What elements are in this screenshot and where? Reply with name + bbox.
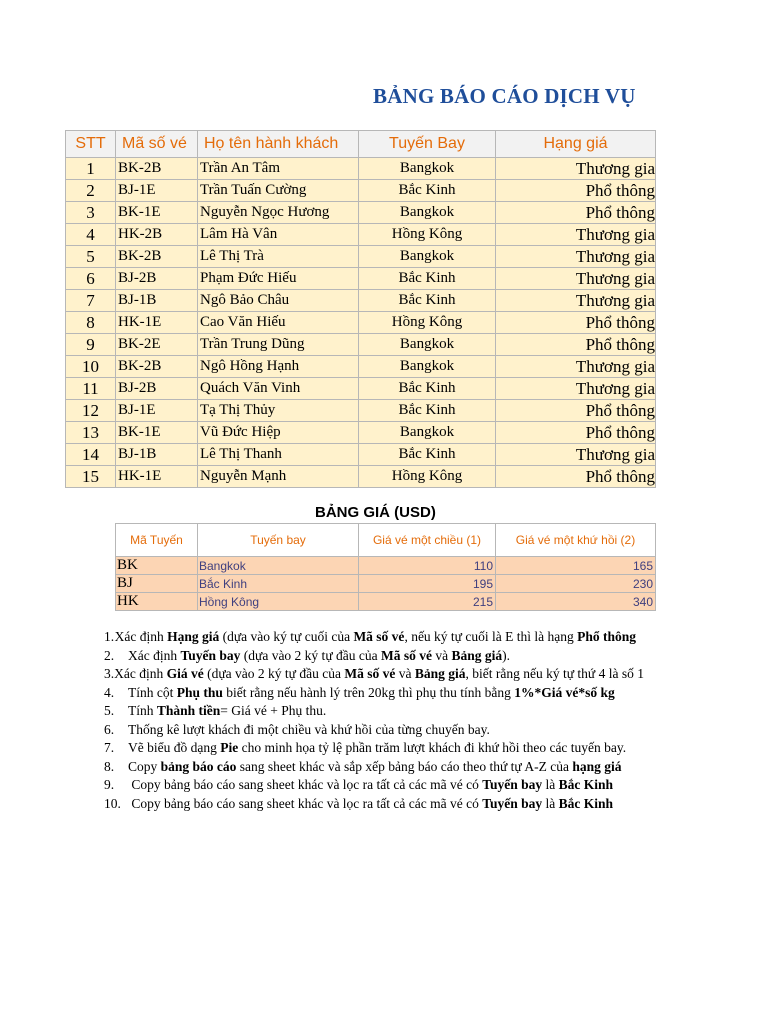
price-header-row <box>116 524 656 557</box>
cell-ticket-code[interactable]: BK-2B <box>116 356 198 378</box>
cell-fare-class[interactable]: Thương gia <box>496 378 656 400</box>
report-header-row <box>66 131 656 158</box>
price-header-route[interactable]: Tuyến bay <box>198 524 359 557</box>
table-row <box>66 224 656 246</box>
text-segment: và <box>395 666 415 681</box>
cell-fare-class[interactable]: Phổ thông <box>496 334 656 356</box>
text-segment: và <box>431 647 452 663</box>
list-item-text <box>128 739 626 758</box>
list-item-number: 6. <box>104 721 115 737</box>
bold-text: Pie <box>220 740 239 755</box>
report-table-body <box>66 158 656 488</box>
list-item-text <box>128 758 621 777</box>
cell-route-name[interactable]: Hồng Kông <box>198 593 359 611</box>
list-item-text <box>115 628 636 647</box>
table-row <box>66 158 656 180</box>
header-fare-class[interactable]: Hạng giá <box>496 131 656 158</box>
cell-fare-class[interactable]: Thương gia <box>496 356 656 378</box>
bold-text: Bảng giá <box>451 647 503 663</box>
cell-fare-class[interactable]: Phổ thông <box>496 202 656 224</box>
cell-route[interactable]: Bangkok <box>359 202 496 224</box>
cell-passenger-name[interactable]: Ngô Hồng Hạnh <box>198 356 359 378</box>
table-row <box>66 290 656 312</box>
cell-fare-class[interactable]: Phổ thông <box>496 466 656 488</box>
cell-route-name[interactable]: Bangkok <box>198 557 359 575</box>
cell-route[interactable]: Bắc Kinh <box>359 290 496 312</box>
text-segment: Xác định <box>114 666 167 681</box>
cell-fare-class[interactable]: Phổ thông <box>496 180 656 202</box>
cell-ticket-code[interactable]: HK-1E <box>116 312 198 334</box>
table-row <box>66 444 656 466</box>
cell-passenger-name[interactable]: Vũ Đức Hiệp <box>198 422 359 444</box>
cell-stt[interactable]: 14 <box>66 444 116 466</box>
list-item <box>104 739 636 758</box>
list-item <box>104 776 636 795</box>
cell-passenger-name[interactable]: Lê Thị Trà <box>198 246 359 268</box>
text-segment: (dựa vào 2 ký tự đầu của <box>203 666 345 681</box>
list-item <box>104 647 636 666</box>
cell-ticket-code[interactable]: BK-1E <box>116 202 198 224</box>
text-segment: Xác định <box>114 629 168 644</box>
cell-route[interactable]: Hồng Kông <box>359 224 496 246</box>
bold-text: Phổ thông <box>577 629 636 644</box>
table-row <box>116 557 656 575</box>
cell-route[interactable]: Bắc Kinh <box>359 444 496 466</box>
cell-fare-class[interactable]: Thương gia <box>496 158 656 180</box>
bold-text: bảng báo cáo <box>160 758 237 774</box>
table-row <box>66 268 656 290</box>
text-segment: Thống kê lượt khách đi một chiều và khứ hồi của từng chuyến bay. <box>128 721 490 737</box>
bold-text: Bắc Kinh <box>558 777 614 792</box>
table-row <box>66 312 656 334</box>
text-segment: là <box>542 777 559 792</box>
bold-text: Bắc Kinh <box>558 795 614 811</box>
bold-text: Phụ thu <box>176 684 223 700</box>
cell-route-code[interactable]: BK <box>116 557 198 575</box>
list-item <box>104 795 636 814</box>
table-row <box>116 593 656 611</box>
cell-route[interactable]: Bangkok <box>359 356 496 378</box>
cell-round-trip-price[interactable]: 230 <box>496 575 656 593</box>
text-segment: = Giá vé + Phụ thu. <box>220 703 327 718</box>
list-item <box>104 702 636 721</box>
cell-stt[interactable]: 3 <box>66 202 116 224</box>
table-row <box>116 575 656 593</box>
cell-passenger-name[interactable]: Phạm Đức Hiếu <box>198 268 359 290</box>
cell-route-code[interactable]: HK <box>116 593 198 611</box>
cell-fare-class[interactable]: Thương gia <box>496 268 656 290</box>
cell-stt[interactable]: 2 <box>66 180 116 202</box>
bold-text: Mã số vé <box>380 647 432 663</box>
text-segment: Tính <box>128 703 157 718</box>
report-table <box>65 130 656 488</box>
cell-stt[interactable]: 15 <box>66 466 116 488</box>
cell-stt[interactable]: 8 <box>66 312 116 334</box>
cell-one-way-price[interactable]: 195 <box>359 575 496 593</box>
text-segment: (dựa vào 2 ký tự đầu của <box>240 647 381 663</box>
list-item-number: 7. <box>104 740 115 755</box>
list-item-number: 4. <box>104 684 115 700</box>
list-item-text <box>128 795 613 814</box>
header-stt[interactable]: STT <box>66 131 116 158</box>
cell-route[interactable]: Bắc Kinh <box>359 268 496 290</box>
cell-fare-class[interactable]: Thương gia <box>496 290 656 312</box>
cell-passenger-name[interactable]: Trần An Tâm <box>198 158 359 180</box>
cell-stt[interactable]: 1 <box>66 158 116 180</box>
text-segment: ). <box>502 647 510 663</box>
text-segment: sang sheet khác và sắp xếp bảng báo cáo theo thứ tự A-Z của <box>236 758 573 774</box>
cell-route[interactable]: Hồng Kông <box>359 312 496 334</box>
table-row <box>66 356 656 378</box>
header-passenger-name[interactable]: Họ tên hành khách <box>198 131 359 158</box>
cell-ticket-code[interactable]: HK-1E <box>116 466 198 488</box>
table-row <box>66 378 656 400</box>
cell-ticket-code[interactable]: BJ-2B <box>116 378 198 400</box>
text-segment: là <box>542 795 559 811</box>
cell-passenger-name[interactable]: Lâm Hà Vân <box>198 224 359 246</box>
task-list <box>104 628 644 813</box>
list-item-text <box>128 776 613 795</box>
cell-ticket-code[interactable]: BJ-2B <box>116 268 198 290</box>
cell-ticket-code[interactable]: BK-1E <box>116 422 198 444</box>
text-segment: Xác định <box>128 647 181 663</box>
list-item-number: 1. <box>104 629 115 644</box>
cell-one-way-price[interactable]: 110 <box>359 557 496 575</box>
cell-stt[interactable]: 7 <box>66 290 116 312</box>
bold-text: 1%*Giá vé*số kg <box>514 684 615 700</box>
text-segment: cho minh họa tỷ lệ phần trăm lượt khách đi khứ hồi theo các tuyến bay. <box>238 740 627 755</box>
bold-text: Tuyến bay <box>482 795 543 811</box>
bold-text: Mã số vé <box>344 666 396 681</box>
list-item-text <box>128 721 490 740</box>
cell-passenger-name[interactable]: Ngô Bảo Châu <box>198 290 359 312</box>
table-row <box>66 422 656 444</box>
cell-route[interactable]: Bắc Kinh <box>359 378 496 400</box>
cell-fare-class[interactable]: Phổ thông <box>496 422 656 444</box>
cell-stt[interactable]: 10 <box>66 356 116 378</box>
cell-fare-class[interactable]: Thương gia <box>496 444 656 466</box>
list-item-number: 10. <box>104 795 121 811</box>
bold-text: Tuyến bay <box>180 647 241 663</box>
cell-ticket-code[interactable]: HK-2B <box>116 224 198 246</box>
header-route[interactable]: Tuyến Bay <box>359 131 496 158</box>
cell-passenger-name[interactable]: Lê Thị Thanh <box>198 444 359 466</box>
cell-route[interactable]: Bangkok <box>359 158 496 180</box>
cell-stt[interactable]: 13 <box>66 422 116 444</box>
price-table-title: BẢNG GIÁ (USD) <box>315 504 436 521</box>
cell-ticket-code[interactable]: BJ-1B <box>116 444 198 466</box>
bold-text: hạng giá <box>572 758 622 774</box>
list-item-number: 2. <box>104 647 115 663</box>
list-item-number: 3. <box>104 666 115 681</box>
cell-stt[interactable]: 4 <box>66 224 116 246</box>
cell-route[interactable]: Bangkok <box>359 246 496 268</box>
text-segment: , nếu ký tự cuối là E thì là hạng <box>404 629 578 644</box>
cell-stt[interactable]: 6 <box>66 268 116 290</box>
list-item-text <box>128 684 615 703</box>
list-item-number: 5. <box>104 703 115 718</box>
text-segment: , biết rằng nếu ký tự thứ 4 là số 1 <box>465 666 644 681</box>
table-row <box>66 466 656 488</box>
bold-text: Bảng giá <box>414 666 466 681</box>
cell-passenger-name[interactable]: Nguyễn Mạnh <box>198 466 359 488</box>
bold-text: Tuyến bay <box>482 777 543 792</box>
bold-text: Giá vé <box>166 666 204 681</box>
cell-route[interactable]: Bangkok <box>359 334 496 356</box>
list-item <box>104 628 636 647</box>
cell-fare-class[interactable]: Phổ thông <box>496 312 656 334</box>
list-item <box>104 684 636 703</box>
cell-stt[interactable]: 5 <box>66 246 116 268</box>
list-item <box>104 758 636 777</box>
cell-round-trip-price[interactable]: 165 <box>496 557 656 575</box>
table-row <box>66 202 656 224</box>
cell-passenger-name[interactable]: Trần Tuấn Cường <box>198 180 359 202</box>
text-segment: Vẽ biểu đồ dạng <box>128 740 221 755</box>
cell-ticket-code[interactable]: BJ-1B <box>116 290 198 312</box>
cell-ticket-code[interactable]: BJ-1E <box>116 400 198 422</box>
cell-round-trip-price[interactable]: 340 <box>496 593 656 611</box>
text-segment: (dựa vào ký tự cuối của <box>219 629 354 644</box>
table-row <box>66 180 656 202</box>
cell-ticket-code[interactable]: BK-2B <box>116 246 198 268</box>
text-segment: Tính cột <box>128 684 177 700</box>
table-row <box>66 334 656 356</box>
header-ticket-code[interactable]: Mã số vé <box>116 131 198 158</box>
cell-route[interactable]: Hồng Kông <box>359 466 496 488</box>
price-header-one-way[interactable]: Giá vé một chiều (1) <box>359 524 496 557</box>
cell-route[interactable]: Bangkok <box>359 422 496 444</box>
bold-text: Thành tiền <box>156 703 221 718</box>
cell-ticket-code[interactable]: BK-2E <box>116 334 198 356</box>
table-row <box>66 246 656 268</box>
cell-route-code[interactable]: BJ <box>116 575 198 593</box>
cell-passenger-name[interactable]: Nguyễn Ngọc Hương <box>198 202 359 224</box>
cell-stt[interactable]: 12 <box>66 400 116 422</box>
cell-stt[interactable]: 9 <box>66 334 116 356</box>
list-item-number: 9. <box>104 777 115 792</box>
cell-one-way-price[interactable]: 215 <box>359 593 496 611</box>
price-table <box>115 523 656 611</box>
cell-route-name[interactable]: Bắc Kinh <box>198 575 359 593</box>
text-segment: Copy <box>128 758 161 774</box>
report-title: BẢNG BÁO CÁO DỊCH VỤ <box>373 84 636 108</box>
list-item <box>104 721 636 740</box>
price-header-round-trip[interactable]: Giá vé một khứ hồi (2) <box>496 524 656 557</box>
list-item-number: 8. <box>104 758 115 774</box>
text-segment: Copy bảng báo cáo sang sheet khác và lọc ra tất cả các mã vé có <box>128 777 483 792</box>
text-segment: biết rằng nếu hành lý trên 20kg thì phụ thu tính bằng <box>222 684 515 700</box>
cell-fare-class[interactable]: Phổ thông <box>496 400 656 422</box>
price-table-body <box>116 557 656 611</box>
cell-passenger-name[interactable]: Tạ Thị Thủy <box>198 400 359 422</box>
cell-passenger-name[interactable]: Quách Văn Vinh <box>198 378 359 400</box>
bold-text: Hạng giá <box>167 629 220 644</box>
text-segment: Copy bảng báo cáo sang sheet khác và lọc ra tất cả các mã vé có <box>128 795 483 811</box>
list-item-text <box>128 647 510 666</box>
cell-fare-class[interactable]: Thương gia <box>496 224 656 246</box>
price-header-route-code[interactable]: Mã Tuyến <box>116 524 198 557</box>
cell-ticket-code[interactable]: BJ-1E <box>116 180 198 202</box>
cell-route[interactable]: Bắc Kinh <box>359 180 496 202</box>
cell-route[interactable]: Bắc Kinh <box>359 400 496 422</box>
cell-ticket-code[interactable]: BK-2B <box>116 158 198 180</box>
table-row <box>66 400 656 422</box>
cell-fare-class[interactable]: Thương gia <box>496 246 656 268</box>
cell-stt[interactable]: 11 <box>66 378 116 400</box>
list-item <box>104 665 644 684</box>
cell-passenger-name[interactable]: Trần Trung Dũng <box>198 334 359 356</box>
list-item-text <box>114 665 644 684</box>
bold-text: Mã số vé <box>353 629 405 644</box>
cell-passenger-name[interactable]: Cao Văn Hiếu <box>198 312 359 334</box>
list-item-text <box>128 702 326 721</box>
